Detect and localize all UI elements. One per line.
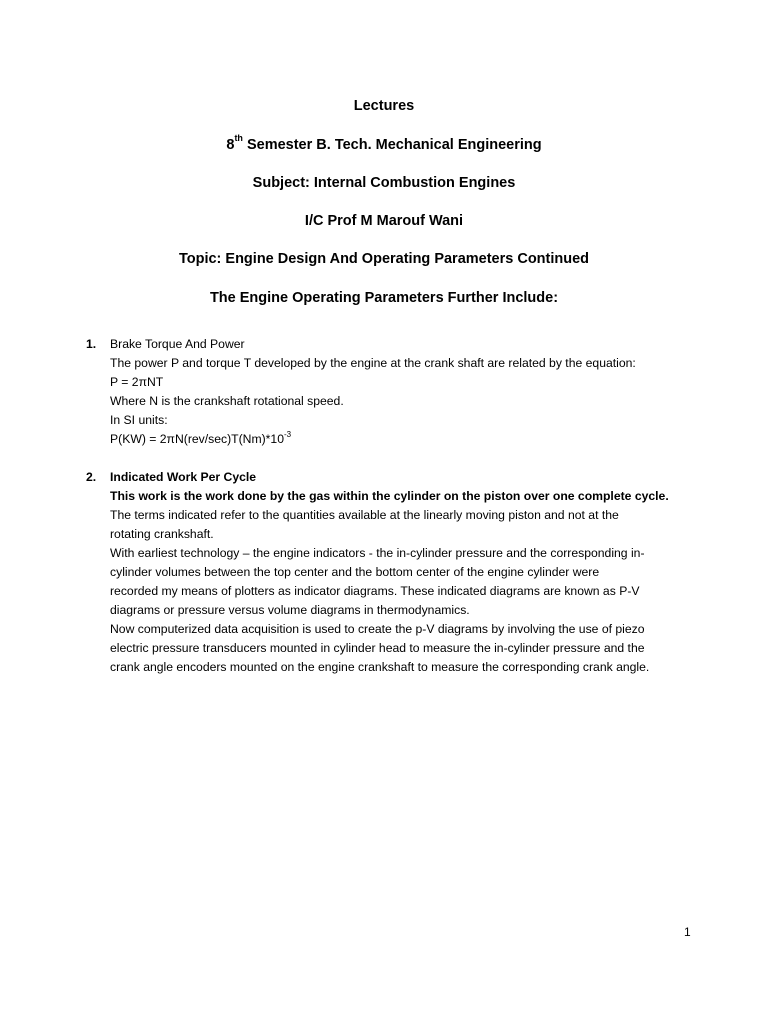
- semester-number: 8: [226, 137, 235, 153]
- semester-text: Semester B. Tech. Mechanical Engineering: [242, 137, 542, 153]
- item-1-line-4: In SI units:: [110, 413, 168, 427]
- item-1-line-2: P = 2πNT: [110, 375, 164, 389]
- item-2-line-5: cylinder volumes between the top center and the bottom center of the engine cylinder were: [110, 565, 600, 579]
- list-number-1: 1.: [86, 337, 97, 351]
- semester-ordinal: th: [234, 133, 243, 144]
- item-2-line-4: With earliest technology – the engine indicators - the in-cylinder pressure and the corresponding in-: [110, 546, 645, 560]
- item-1-line-1: The power P and torque T developed by the engine at the crank shaft are related by the equation:: [110, 356, 636, 370]
- item-2-line-9: electric pressure transducers mounted in cylinder head to measure the in-cylinder pressure and the: [110, 641, 645, 655]
- list-number-2: 2.: [86, 470, 97, 484]
- item-2-line-3: rotating crankshaft.: [110, 527, 214, 541]
- item-1-formula: [110, 431, 291, 447]
- page-number: 1: [684, 925, 691, 939]
- item-2-line-10: crank angle encoders mounted on the engine crankshaft to measure the corresponding crank angle.: [110, 660, 650, 674]
- item-2-line-8: Now computerized data acquisition is used to create the p-V diagrams by involving the use of piezo: [110, 622, 645, 636]
- item-2-line-1: This work is the work done by the gas within the cylinder on the piston over one complete cycle.: [110, 489, 669, 503]
- section-title: The Engine Operating Parameters Further Include:: [209, 290, 559, 306]
- item-2-title: Indicated Work Per Cycle: [110, 470, 257, 484]
- formula-exponent: -3: [283, 429, 292, 439]
- item-1-line-3: Where N is the crankshaft rotational speed.: [110, 394, 344, 408]
- semester-heading: [0, 133, 768, 154]
- item-2-line-6: recorded my means of plotters as indicator diagrams. These indicated diagrams are known as P-V: [110, 584, 640, 598]
- item-1-title: Brake Torque And Power: [110, 337, 245, 351]
- formula-base: P(KW) = 2πN(rev/sec)T(Nm)*10: [110, 432, 284, 446]
- item-2-line-2: The terms indicated refer to the quantities available at the linearly moving piston and not at the: [110, 508, 619, 522]
- subject-heading: Subject: Internal Combustion Engines: [252, 175, 516, 191]
- lectures-heading: Lectures: [353, 98, 415, 114]
- instructor-heading: I/C Prof M Marouf Wani: [304, 213, 464, 229]
- item-2-line-7: diagrams or pressure versus volume diagrams in thermodynamics.: [110, 603, 470, 617]
- topic-heading: Topic: Engine Design And Operating Parameters Continued: [178, 251, 590, 267]
